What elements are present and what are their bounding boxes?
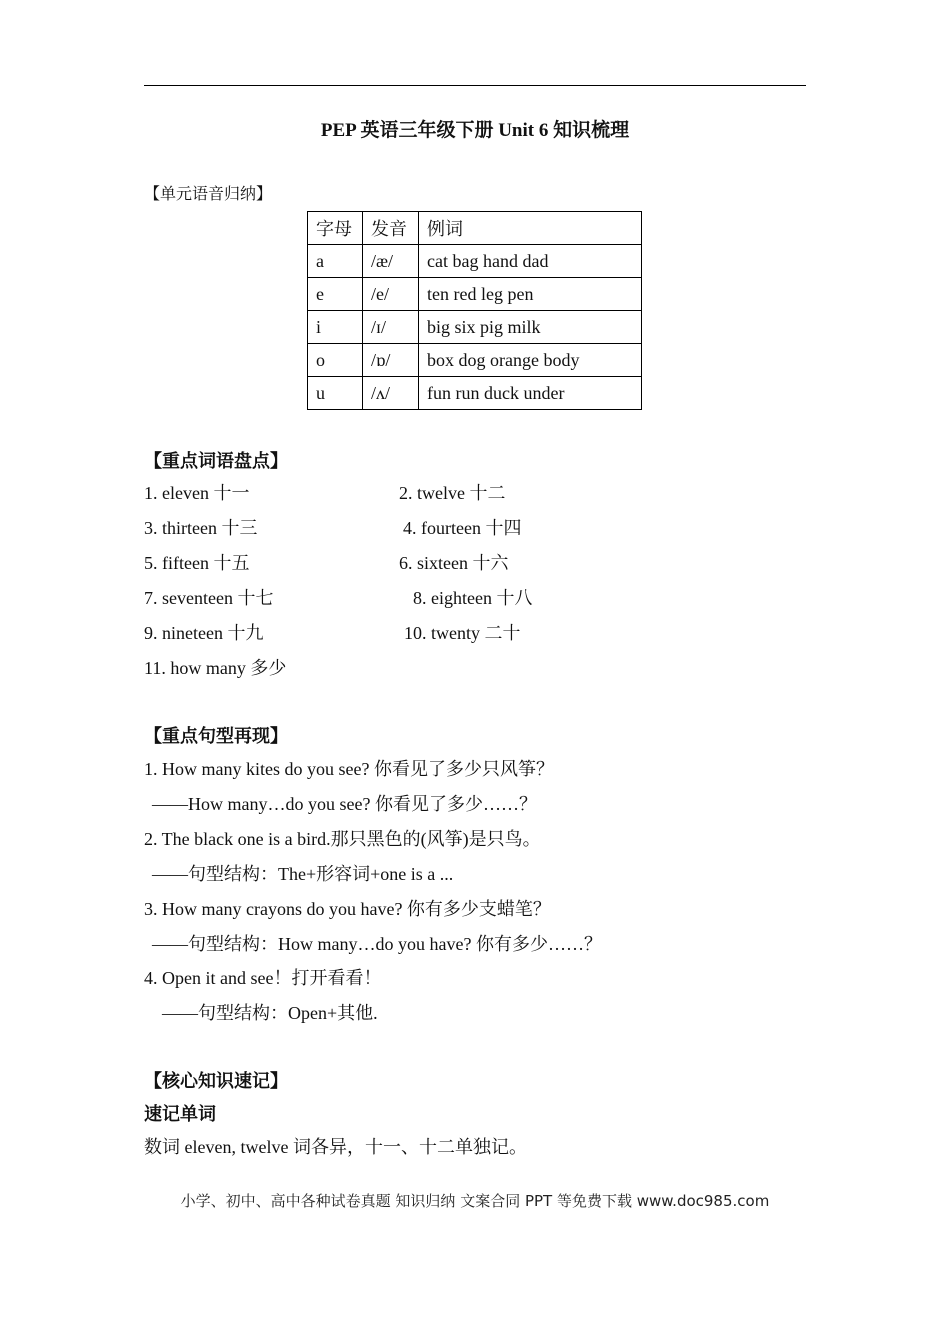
vocab-heading: 【重点词语盘点】 <box>144 451 288 471</box>
letter-cell: u <box>308 377 363 410</box>
vocab-item: 7. seventeen 十七 <box>144 588 274 608</box>
vocab-item: 8. eighteen 十八 <box>413 588 533 608</box>
phonics-heading: 【单元语音归纳】 <box>144 186 273 203</box>
header-cell: 例词 <box>419 212 642 245</box>
examples-cell: big six pig milk <box>419 311 642 344</box>
vocab-item: 10. twenty 二十 <box>404 623 521 643</box>
table-row <box>308 344 642 377</box>
letter-cell: e <box>308 278 363 311</box>
letter-cell: i <box>308 311 363 344</box>
vocab-item: 3. thirteen 十三 <box>144 518 258 538</box>
sound-cell: /ɒ/ <box>363 344 419 377</box>
quick-words-text: 数词 eleven, twelve 词各异，十一、十二单独记。 <box>144 1137 527 1157</box>
table-row <box>308 278 642 311</box>
sentence-line: 3. How many crayons do you have? 你有多少支蜡笔？ <box>144 899 551 919</box>
sound-cell: /ʌ/ <box>363 377 419 410</box>
sentence-line: ——How many…do you see? 你看见了多少……？ <box>152 794 537 814</box>
examples-cell: fun run duck under <box>419 377 642 410</box>
examples-cell: cat bag hand dad <box>419 245 642 278</box>
table-row <box>308 245 642 278</box>
sentence-line: 4. Open it and see！打开看看！ <box>144 968 382 988</box>
examples-cell: ten red leg pen <box>419 278 642 311</box>
sentence-line: ——句型结构：The+形容词+one is a ... <box>152 864 454 884</box>
table-header-row <box>308 212 642 245</box>
phonics-table <box>307 211 642 410</box>
core-heading: 【核心知识速记】 <box>144 1071 288 1091</box>
sound-cell: /æ/ <box>363 245 419 278</box>
examples-cell: box dog orange body <box>419 344 642 377</box>
table-row <box>308 377 642 410</box>
vocab-item: 2. twelve 十二 <box>399 483 506 503</box>
letter-cell: o <box>308 344 363 377</box>
vocab-item: 5. fifteen 十五 <box>144 553 250 573</box>
header-cell: 发音 <box>363 212 419 245</box>
sentence-line: ——句型结构：Open+其他. <box>162 1003 378 1023</box>
sentence-line: 2. The black one is a bird.那只黑色的(风筝)是只鸟。 <box>144 829 541 849</box>
sound-cell: /ɪ/ <box>363 311 419 344</box>
vocab-item: 11. how many 多少 <box>144 658 287 678</box>
vocab-item: 9. nineteen 十九 <box>144 623 264 643</box>
sound-cell: /e/ <box>363 278 419 311</box>
sentences-heading: 【重点句型再现】 <box>144 726 288 746</box>
sentence-line: ——句型结构：How many…do you have? 你有多少……？ <box>152 934 602 954</box>
vocab-item: 1. eleven 十一 <box>144 483 250 503</box>
page-title: PEP 英语三年级下册 Unit 6 知识梳理 <box>320 120 630 141</box>
table-row <box>308 311 642 344</box>
vocab-item: 4. fourteen 十四 <box>403 518 522 538</box>
vocab-item: 6. sixteen 十六 <box>399 553 509 573</box>
page-footer: 小学、初中、高中各种试卷真题 知识归纳 文案合同 PPT 等免费下载 www.doc985.com <box>180 1192 770 1210</box>
quick-words-heading: 速记单词 <box>144 1104 216 1124</box>
top-rule <box>144 85 806 86</box>
header-cell: 字母 <box>308 212 363 245</box>
sentence-line: 1. How many kites do you see? 你看见了多少只风筝？ <box>144 759 554 779</box>
letter-cell: a <box>308 245 363 278</box>
